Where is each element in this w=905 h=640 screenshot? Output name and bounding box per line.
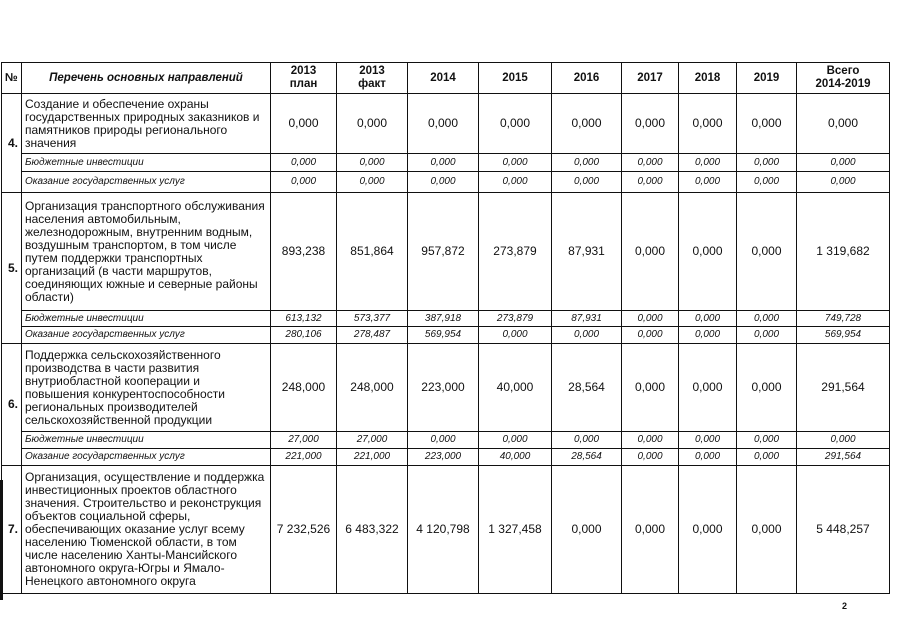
section-value: 7 232,526 [271,466,337,594]
subrow-value: 0,000 [679,311,737,327]
header-row [2,63,890,94]
subrow-value: 749,728 [797,311,890,327]
subrow-label: Бюджетные инвестиции [22,311,271,327]
subrow [2,432,890,449]
section-value: 1 327,458 [479,466,552,594]
subrow-value: 0,000 [337,172,408,193]
subrow-value: 0,000 [679,154,737,172]
subrow-value: 0,000 [622,311,679,327]
section-value: 0,000 [552,94,622,154]
subrow [2,449,890,466]
section-value: 0,000 [679,94,737,154]
section-value: 1 319,682 [797,193,890,311]
subrow [2,154,890,172]
subrow-value: 0,000 [679,432,737,449]
subrow-label: Оказание государственных услуг [22,172,271,193]
section-number: 7. [2,466,22,594]
section-value: 0,000 [737,193,797,311]
subrow-value: 0,000 [737,449,797,466]
subrow-value: 0,000 [797,432,890,449]
subrow-value: 0,000 [408,154,479,172]
header-no: № [2,63,22,94]
section-value: 6 483,322 [337,466,408,594]
subrow-value: 0,000 [408,432,479,449]
section-value: 248,000 [337,344,408,432]
subrow-value: 0,000 [337,154,408,172]
subrow-value: 0,000 [737,432,797,449]
section-value: 0,000 [622,193,679,311]
subrow-value: 0,000 [737,311,797,327]
section-value: 0,000 [271,94,337,154]
page-number: 2 [842,601,848,611]
subrow-value: 0,000 [408,172,479,193]
section-row [2,466,890,594]
subrow-value: 40,000 [479,449,552,466]
section-value: 4 120,798 [408,466,479,594]
subrow-value: 569,954 [797,327,890,344]
section-number: 4. [2,94,22,193]
subrow-value: 0,000 [479,154,552,172]
subrow-value: 0,000 [552,154,622,172]
subrow-value: 0,000 [271,172,337,193]
subrow-value: 291,564 [797,449,890,466]
subrow-value: 0,000 [622,449,679,466]
subrow-value: 0,000 [679,172,737,193]
section-row [2,94,890,154]
header-year: 2016 [552,63,622,94]
subrow-value: 573,377 [337,311,408,327]
section-value: 291,564 [797,344,890,432]
subrow-value: 387,918 [408,311,479,327]
section-row [2,344,890,432]
subrow-value: 0,000 [622,327,679,344]
section-value: 0,000 [622,344,679,432]
section-value: 0,000 [737,94,797,154]
budget-table [1,62,890,594]
section-value: 5 448,257 [797,466,890,594]
subrow-value: 0,000 [552,172,622,193]
subrow-value: 223,000 [408,449,479,466]
section-value: 273,879 [479,193,552,311]
subrow-value: 0,000 [679,327,737,344]
header-year: 2014 [408,63,479,94]
subrow-value: 0,000 [271,154,337,172]
subrow [2,172,890,193]
section-value: 223,000 [408,344,479,432]
section-value: 0,000 [408,94,479,154]
section-value: 28,564 [552,344,622,432]
subrow-value: 0,000 [552,432,622,449]
subrow-value: 0,000 [737,172,797,193]
subrow-value: 0,000 [622,172,679,193]
section-value: 248,000 [271,344,337,432]
section-value: 957,872 [408,193,479,311]
section-value: 0,000 [479,94,552,154]
section-value: 851,864 [337,193,408,311]
section-value: 0,000 [679,344,737,432]
section-value: 0,000 [552,466,622,594]
subrow-value: 0,000 [622,432,679,449]
subrow-label: Бюджетные инвестиции [22,432,271,449]
section-value: 40,000 [479,344,552,432]
section-value: 0,000 [797,94,890,154]
header-year: 2018 [679,63,737,94]
section-value: 0,000 [622,94,679,154]
header-year: 2013 план [271,63,337,94]
section-value: 0,000 [679,466,737,594]
subrow-value: 569,954 [408,327,479,344]
subrow-value: 0,000 [479,172,552,193]
header-year: 2015 [479,63,552,94]
subrow-value: 0,000 [479,432,552,449]
subrow-value: 0,000 [622,154,679,172]
section-value: 0,000 [622,466,679,594]
subrow [2,311,890,327]
subrow-label: Оказание государственных услуг [22,449,271,466]
section-number: 5. [2,193,22,344]
subrow-value: 273,879 [479,311,552,327]
subrow-value: 0,000 [479,327,552,344]
subrow-value: 280,106 [271,327,337,344]
section-title: Организация, осуществление и поддержка инвестиционных проектов областного значения. Строительство и реконструкция объектов социальной сферы, обеспечивающих оказание услуг всему населению Тюменской области, в том числе населению Ханты-Мансийского автономного округа-Югры и Ямало-Ненецкого автономного округа [22,466,271,594]
subrow-value: 28,564 [552,449,622,466]
section-value: 87,931 [552,193,622,311]
section-value: 0,000 [337,94,408,154]
header-year: 2017 [622,63,679,94]
subrow-value: 27,000 [271,432,337,449]
subrow [2,327,890,344]
subrow-label: Бюджетные инвестиции [22,154,271,172]
subrow-value: 0,000 [797,172,890,193]
section-number: 6. [2,344,22,466]
section-row [2,193,890,311]
subrow-value: 278,487 [337,327,408,344]
subrow-value: 0,000 [737,327,797,344]
subrow-value: 87,931 [552,311,622,327]
header-name: Перечень основных направлений [22,63,271,94]
section-value: 0,000 [737,344,797,432]
subrow-value: 0,000 [679,449,737,466]
subrow-value: 0,000 [552,327,622,344]
section-value: 893,238 [271,193,337,311]
header-year: 2019 [737,63,797,94]
section-title: Поддержка сельскохозяйственного производства в части развития внутриобластной кооперации и повышения конкурентоспособности региональных производителей сельскохозяйственной продукции [22,344,271,432]
section-title: Организация транспортного обслуживания населения автомобильным, железнодорожным, внутренним водным, воздушным транспортом, в том числе путем поддержки транспортных организаций (в части маршрутов, соединяющих южные и северные районы области) [22,193,271,311]
table-body [2,94,890,594]
subrow-value: 27,000 [337,432,408,449]
subrow-value: 221,000 [337,449,408,466]
section-title: Создание и обеспечение охраны государственных природных заказников и памятников природы регионального значения [22,94,271,154]
subrow-value: 0,000 [737,154,797,172]
header-year: 2013 факт [337,63,408,94]
subrow-value: 613,132 [271,311,337,327]
subrow-value: 221,000 [271,449,337,466]
section-value: 0,000 [737,466,797,594]
section-value: 0,000 [679,193,737,311]
header-year: Всего 2014-2019 [797,63,890,94]
subrow-value: 0,000 [797,154,890,172]
subrow-label: Оказание государственных услуг [22,327,271,344]
